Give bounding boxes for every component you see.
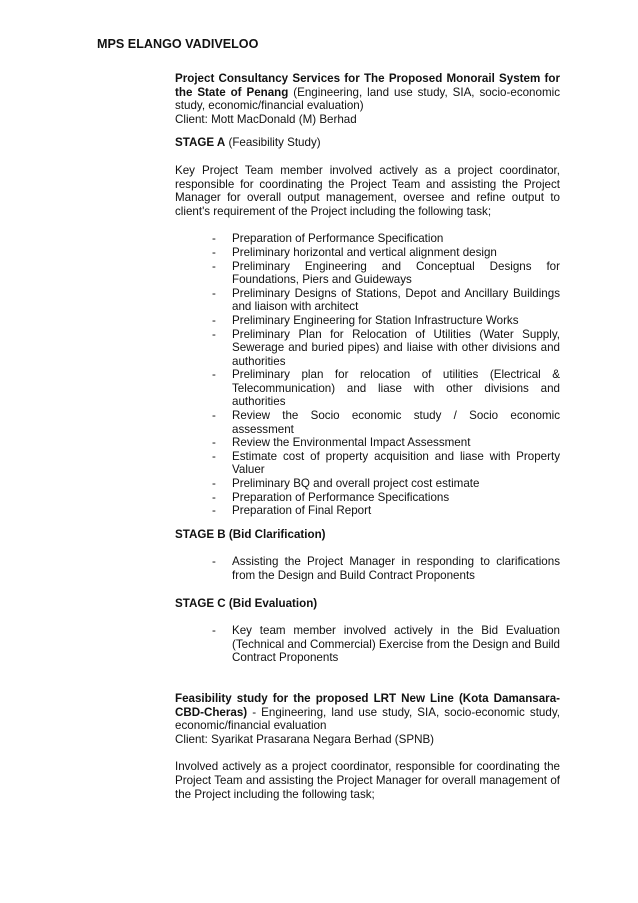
project2-client: Client: Syarikat Prasarana Negara Berhad (SPNB) bbox=[175, 732, 435, 746]
bullet-dash: - bbox=[212, 555, 216, 569]
bullet-dash: - bbox=[212, 286, 216, 300]
bullet-dash: - bbox=[212, 245, 216, 259]
bullet-dash: - bbox=[212, 368, 216, 382]
stage-c-task-list bbox=[175, 624, 560, 665]
bullet-dash: - bbox=[212, 259, 216, 273]
bullet-dash: - bbox=[212, 477, 216, 491]
task-item bbox=[212, 436, 560, 450]
stage-c-label: STAGE C (Bid Evaluation) bbox=[175, 596, 318, 610]
stage-b-heading bbox=[175, 528, 560, 542]
task-text: Preliminary Engineering for Station Infrastructure Works bbox=[232, 313, 519, 327]
project1-heading bbox=[175, 72, 560, 113]
bullet-dash: - bbox=[212, 313, 216, 327]
bullet-dash: - bbox=[212, 449, 216, 463]
project2-scope: - Engineering, land use study, SIA, socio-economic study, economic/financial evaluation bbox=[175, 705, 560, 733]
task-text: Preparation of Final Report bbox=[232, 504, 372, 518]
task-item bbox=[212, 313, 560, 328]
task-item bbox=[212, 232, 560, 246]
task-text: Review the Socio economic study / Socio economic assessment bbox=[232, 409, 560, 436]
bullet-dash: - bbox=[212, 504, 216, 518]
task-item bbox=[212, 490, 560, 505]
task-item bbox=[212, 327, 560, 369]
task-item bbox=[212, 259, 560, 287]
task-text: Preliminary BQ and overall project cost estimate bbox=[232, 477, 480, 491]
project2-title: Feasibility study for the proposed LRT New Line (Kota Damansara-CBD-Cheras) bbox=[175, 691, 560, 719]
stage-a-subtitle: (Feasibility Study) bbox=[225, 136, 321, 150]
task-text: Estimate cost of property acquisition and liase with Property Valuer bbox=[232, 449, 560, 477]
project2-description: Involved actively as a project coordinator, responsible for coordinating the Project Team and assisting the Project Manager for overall management of the Project including the following task; bbox=[175, 760, 560, 801]
task-item bbox=[212, 555, 560, 582]
task-text: Preliminary plan for relocation of utilities (Electrical & Telecommunication) and liase with other divisions and authorities bbox=[232, 368, 560, 409]
project1-title: Project Consultancy Services for The Proposed Monorail System for the State of Penang bbox=[175, 72, 560, 99]
task-item bbox=[212, 286, 560, 314]
task-text: Review the Environmental Impact Assessment bbox=[232, 436, 471, 450]
bullet-dash: - bbox=[212, 409, 216, 423]
stage-a-task-list bbox=[175, 232, 560, 517]
bullet-dash: - bbox=[212, 327, 216, 341]
page-header-name: MPS ELANGO VADIVELOO bbox=[97, 37, 259, 51]
task-text: Preliminary horizontal and vertical alignment design bbox=[232, 245, 497, 259]
task-item bbox=[212, 368, 560, 409]
project1-scope: (Engineering, land use study, SIA, socio-economic study, economic/financial evaluation) bbox=[175, 85, 560, 113]
bullet-dash: - bbox=[212, 232, 216, 246]
stage-a-label: STAGE A bbox=[175, 136, 226, 150]
bullet-dash: - bbox=[212, 436, 216, 450]
stage-c-heading bbox=[175, 597, 560, 611]
stage-b-task-list bbox=[175, 555, 560, 582]
task-text: Assisting the Project Manager in responding to clarifications from the Design and Build Contract Proponents bbox=[232, 555, 560, 582]
stage-a-description: Key Project Team member involved actively as a project coordinator, responsible for coordinating the Project Team and assisting the Project Manager for overall output management, oversee and refine output to client's requirement of the Project including the following task; bbox=[175, 163, 560, 218]
task-text: Preliminary Plan for Relocation of Utilities (Water Supply, Sewerage and buried pipes) and liaise with other divisions and authorities bbox=[232, 327, 560, 368]
main-content bbox=[175, 72, 560, 801]
project1-client: Client: Mott MacDonald (M) Berhad bbox=[175, 112, 357, 126]
task-item bbox=[212, 624, 560, 665]
task-text: Preparation of Performance Specifications bbox=[232, 490, 450, 504]
stage-b-label: STAGE B (Bid Clarification) bbox=[175, 527, 326, 541]
stage-a-heading bbox=[175, 136, 560, 150]
bullet-dash: - bbox=[212, 624, 216, 638]
task-text: Preliminary Designs of Stations, Depot and Ancillary Buildings and liaison with architect bbox=[232, 286, 560, 314]
task-item bbox=[212, 477, 560, 491]
bullet-dash: - bbox=[212, 490, 216, 504]
task-item bbox=[212, 449, 560, 477]
task-item bbox=[212, 409, 560, 436]
task-text: Key team member involved actively in the Bid Evaluation (Technical and Commercial) Exercise from the Design and Build Contract Proponents bbox=[232, 624, 560, 665]
task-item bbox=[212, 504, 560, 518]
task-text: Preliminary Engineering and Conceptual Designs for Foundations, Piers and Guideways bbox=[232, 259, 560, 287]
project2-heading bbox=[175, 692, 560, 733]
task-item bbox=[212, 245, 560, 260]
task-text: Preparation of Performance Specification bbox=[232, 232, 444, 246]
